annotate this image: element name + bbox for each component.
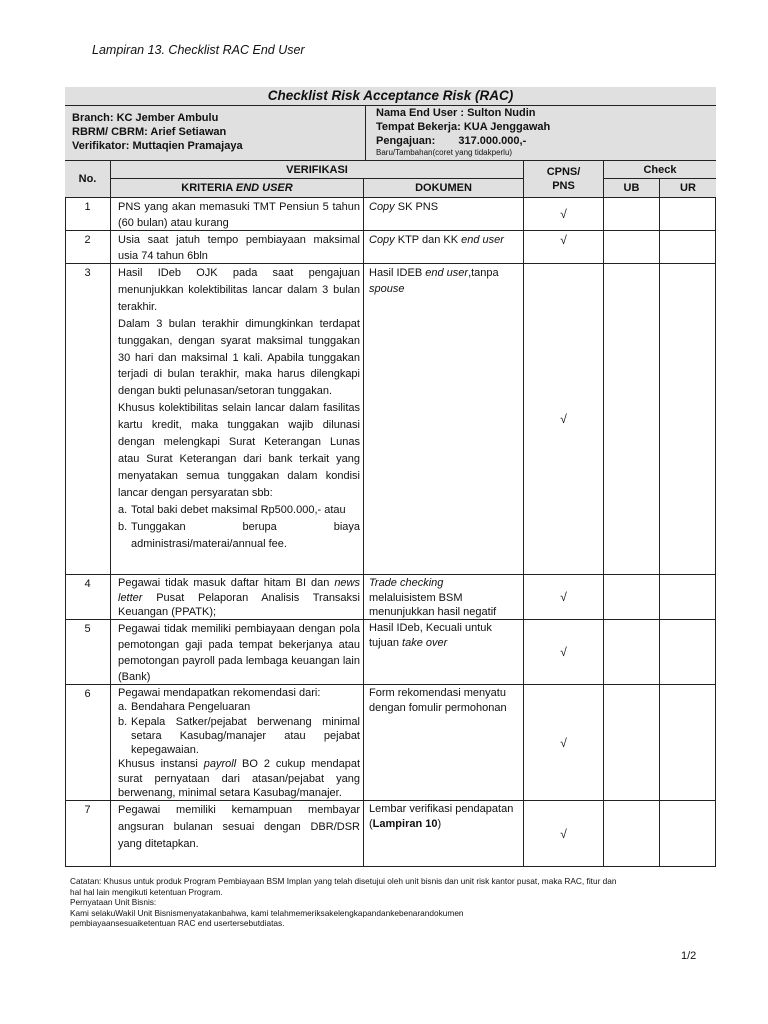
row-6-paragraph-2 (118, 757, 364, 800)
footnote-line-3: Pernyataan Unit Bisnis: (70, 897, 157, 907)
row-4-no: 4 (65, 575, 111, 620)
row-1-dok-text: SK PNS (394, 201, 439, 213)
row-2-dok-italic: Copy (369, 234, 395, 246)
footnote-line-2: hal hal lain mengikuti ketentuan Program. (70, 886, 223, 897)
row-1-ur (660, 198, 716, 231)
row-3-check: √ (524, 264, 604, 575)
row-1-ub (604, 198, 660, 231)
row-5-no: 5 (65, 620, 111, 685)
row-4-krit-pre: Pegawai tidak masuk daftar hitam BI dan (118, 577, 335, 589)
header-kriteria-prefix: KRITERIA (181, 182, 236, 194)
row-7-check: √ (524, 801, 604, 867)
row-2-check: √ (524, 231, 604, 264)
row-3-kriteria (111, 264, 364, 575)
row-6-item-a-label: a. (118, 701, 128, 714)
row-7-dok-bold: Lampiran 10 (372, 818, 438, 830)
row-2-kriteria: Usia saat jatuh tempo pembiayaan maksimal usia 74 tahun 6bln (111, 231, 364, 264)
row-4-dok-italic: Trade checking (369, 577, 444, 589)
row-6-no: 6 (65, 685, 111, 801)
table-title: Checklist Risk Acceptance Risk (RAC) (267, 88, 514, 103)
footnote-line-1: Catatan: Khusus untuk produk Program Pembiayaan BSM Implan yang telah disetujui oleh unit bisnis dan unit risk kantor pusat, maka RAC, fitur dan (70, 876, 617, 886)
header-ur: UR (660, 179, 716, 198)
row-6-item-a (118, 700, 360, 714)
rbrm-line: RBRM/ CBRM: Arief Setiawan (72, 126, 227, 138)
row-1-no: 1 (65, 198, 111, 231)
row-3-paragraph-2: Dalam 3 bulan terakhir dimungkinkan terdapat tunggakan, dengan syarat maksimal tunggakan 30 hari dan maksimal 1 kali. Apabila tunggakan terjadi di bulan terakhir, maka harus dilengkapi dengan bukti pelunasan/setoran tunggakan. (118, 317, 360, 398)
row-4-kriteria (111, 575, 364, 620)
header-dokumen: DOKUMEN (364, 179, 524, 198)
row-3-paragraph-1: Hasil IDeb OJK pada saat pengajuan menunjukkan kolektibilitas lancar dalam 3 bulan terakhir. (118, 267, 360, 313)
row-4-ub (604, 575, 660, 620)
header-cpns (524, 161, 604, 198)
row-3-item-b (118, 519, 360, 553)
row-4-ur (660, 575, 716, 620)
row-7-dokumen (364, 801, 524, 867)
row-2-dok-italic-2: end user (461, 234, 504, 246)
nama-end-user: Nama End User : Sulton Nudin (376, 107, 536, 119)
row-4-dok-text: melaluisistem BSM menunjukkan hasil negatif (369, 591, 497, 618)
row-3-dokumen (364, 264, 524, 575)
tempat-bekerja: Tempat Bekerja: KUA Jenggawah (376, 121, 551, 133)
row-2-dok-text: KTP dan KK (394, 234, 462, 246)
row-5-kriteria: Pegawai tidak memiliki pembiayaan dengan pola pemotongan gaji pada tempat bekerjanya atau pemotongan payroll pada lembaga keuangan lain (Bank) (111, 620, 364, 685)
verifikator-line: Verifikator: Muttaqien Pramajaya (72, 140, 243, 152)
header-no: No. (65, 161, 111, 198)
row-6-dokumen: Form rekomendasi menyatu dengan fomulir permohonan (364, 685, 524, 801)
document-caption: Lampiran 13. Checklist RAC End User (92, 43, 305, 57)
header-kriteria-italic: END USER (235, 182, 293, 194)
footnote-line-5: pembiayaansesuaiketentuan RAC end usertersebutdiatas. (70, 918, 285, 928)
row-7-dok-text: Lembar verifikasi pendapatan ( (369, 803, 517, 830)
row-3-item-b-text: Tunggakan berupa biaya administrasi/materai/annual fee. (131, 520, 360, 550)
header-cpns-line2: PNS (552, 180, 575, 192)
row-6-k2-italic: payroll (203, 758, 237, 771)
row-4-krit-post: Pusat Pelaporan Analisis Transaksi Keuangan (PPATK); (118, 591, 364, 618)
header-ub: UB (604, 179, 660, 198)
row-7-ur (660, 801, 716, 867)
row-2-no: 2 (65, 231, 111, 264)
row-5-check: √ (524, 620, 604, 685)
row-2-dokumen (364, 231, 524, 264)
row-1-check: √ (524, 198, 604, 231)
header-check: Check (604, 161, 716, 179)
row-2-ur (660, 231, 716, 264)
footnote (70, 876, 710, 929)
row-3-dok-tail: ,tanpa (468, 267, 499, 279)
row-3-item-a-text: Total baki debet maksimal Rp500.000,- atau (131, 503, 346, 516)
row-6-ub (604, 685, 660, 801)
row-4-krit-italic: news letter (118, 577, 360, 604)
row-5-dok-italic: take over (402, 636, 448, 649)
row-3-ur (660, 264, 716, 575)
row-3-dok-text: Hasil IDEB (369, 267, 426, 279)
branch-line: Branch: KC Jember Ambulu (72, 112, 219, 124)
row-3-ub (604, 264, 660, 575)
row-3-no: 3 (65, 264, 111, 575)
row-6-item-b-text: Kepala Satker/pejabat berwenang minimal setara Kasubag/manajer atau pejabat kepegawaian. (131, 715, 360, 757)
row-6-ur (660, 685, 716, 801)
row-7-ub (604, 801, 660, 867)
header-verifikasi: VERIFIKASI (111, 161, 524, 179)
row-5-dok-text: Hasil IDeb, Kecuali untuk tujuan (369, 622, 495, 649)
row-7-kriteria: Pegawai memiliki kemampuan membayar angsuran bulanan sesuai dengan DBR/DSR yang ditetapkan. (111, 801, 364, 867)
row-4-check: √ (524, 575, 604, 620)
row-3-item-b-label: b. (118, 520, 128, 533)
row-6-item-b-label: b. (118, 715, 128, 728)
row-7-dok-tail: ) (437, 818, 442, 830)
row-1-kriteria: PNS yang akan memasuki TMT Pensiun 5 tahun (60 bulan) atau kurang (111, 198, 364, 231)
pengajuan-value: 317.000.000,- (458, 135, 527, 147)
row-6-intro: Pegawai mendapatkan rekomendasi dari: (118, 687, 321, 699)
row-6-kriteria (111, 685, 364, 801)
end-user-info (366, 106, 716, 161)
row-5-dokumen (364, 620, 524, 685)
pengajuan-label: Pengajuan: (376, 135, 436, 147)
row-7-no: 7 (65, 801, 111, 867)
row-6-item-b (118, 715, 360, 758)
row-2-ub (604, 231, 660, 264)
row-6-check: √ (524, 685, 604, 801)
baru-tambahan-note: Baru/Tambahan(coret yang tidakperlu) (376, 148, 513, 157)
branch-info (65, 106, 366, 161)
footnote-line-4: Kami selakuWakil Unit Bisnismenyatakanbahwa, kami telahmemeriksakelengkapandankebenarandokumen (70, 907, 464, 918)
row-3-dok-italic-2: spouse (369, 283, 405, 295)
row-5-ur (660, 620, 716, 685)
row-3-item-a (118, 502, 360, 519)
row-3-paragraph-3: Khusus kolektibilitas selain lancar dalam fasilitas kartu kredit, maka tunggakan wajib dilunasi dengan melengkapi Surat Keterangan Lunas atau Surat Keterangan dari bank terkait yang menyatakan semua tunggakan dalam kondisi lancar dengan persyaratan sbb: (118, 402, 360, 499)
header-kriteria (111, 179, 364, 198)
row-3-item-a-label: a. (118, 503, 128, 516)
row-6-k2-post: BO 2 cukup mendapat surat pernyataan dari atasan/pejabat yang berwenang, minimal setara Kasubag/manajer. (118, 758, 364, 800)
row-5-ub (604, 620, 660, 685)
row-3-dok-italic: end user (425, 267, 469, 279)
pengajuan-line (376, 134, 716, 148)
row-6-item-a-text: Bendahara Pengeluaran (131, 701, 251, 714)
page-number: 1/2 (681, 950, 697, 962)
row-1-dok-italic: Copy (369, 201, 395, 213)
row-4-dokumen (364, 575, 524, 620)
row-6-k2-pre: Khusus instansi (118, 758, 204, 771)
row-1-dokumen (364, 198, 524, 231)
header-cpns-line1: CPNS/ (546, 166, 581, 178)
